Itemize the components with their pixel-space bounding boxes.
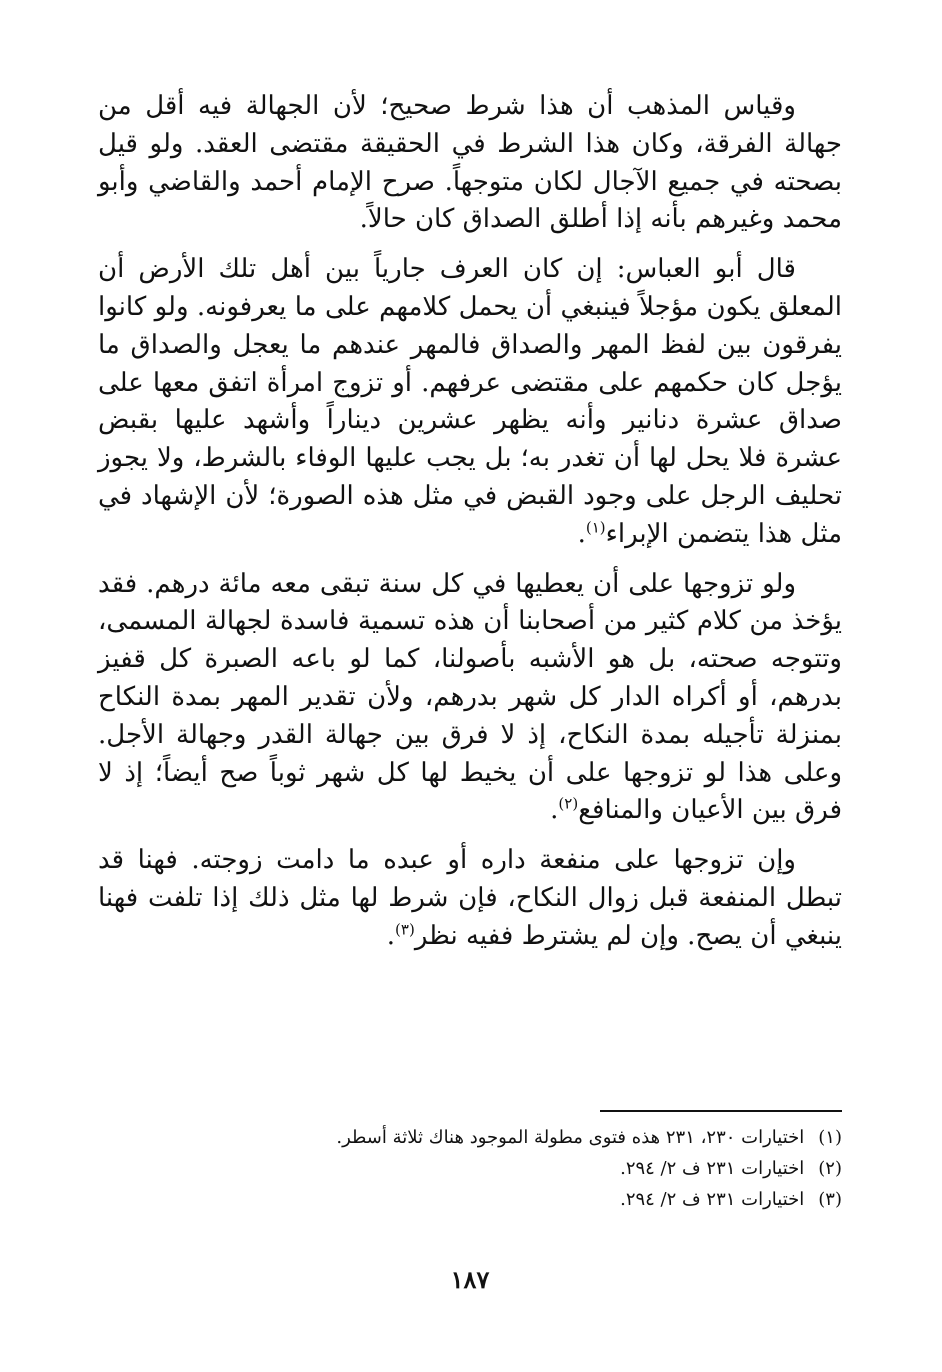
footnote-text: اختيارات ٢٣١ ف ٢/ ٢٩٤. bbox=[620, 1158, 805, 1179]
footnote-ref-3[interactable]: (٣) bbox=[395, 920, 415, 939]
footnote-text: اختيارات ٢٣٠، ٢٣١ هذه فتوى مطولة الموجود هناك ثلاثة أسطر. bbox=[336, 1127, 805, 1148]
footnote-divider bbox=[600, 1110, 842, 1112]
paragraph-text: وإن تزوجها على منفعة داره أو عبده ما دامت زوجته. فهنا قد تبطل المنفعة قبل زوال النكاح، فإن شرط لها مثل ذلك إذا تلفت فهنا ينبغي أن يصح. وإن لم يشترط ففيه نظر bbox=[98, 845, 842, 951]
footnote-number: (٢) bbox=[818, 1158, 842, 1179]
paragraph-2: قال أبو العباس: إن كان العرف جارياً بين أهل تلك الأرض أن المعلق يكون مؤجلاً فينبغي أن يحمل كلامهم على ما يعرفونه. ولو كانوا يفرقون بين لفظ المهر والصداق فالمهر عندهم ما يعجل والصداق ما يؤجل كان حكمهم على مقتضى عرفهم. أو تزوج امرأة اتفق معها على صداق عشرة دنانير وأنه يظهر عشرين ديناراً وأشهد عليها بقبض عشرة فلا يحل لها أن تغدر به؛ بل يجب عليها الوفاء بالشرط، ولا يجوز تحليف الرجل على وجود القبض في مثل هذه الصورة؛ لأن الإشهاد في مثل هذا يتضمن الإبراء$^{(١)}$. bbox=[98, 254, 842, 549]
footnotes bbox=[98, 1122, 842, 1215]
paragraph-text: ولو تزوجها على أن يعطيها في كل سنة تبقى معه مائة درهم. فقد يؤخذ من كلام كثير من أصحابنا أن هذه تسمية فاسدة لجهالة المسمى، وتتوجه صحته، بل هو الأشبه بأصولنا، كما لو باعه الصبرة كل قفيز بدرهم، أو أكراه الدار كل شهر بدرهم، ولأن تقدير المهر بمدة النكاح بمنزلة تأجيله بمدة النكاح، إذ لا فرق بين جهالة القدر وجهالة الأجل. وعلى هذا لو تزوجها على أن يخيط لها كل شهر ثوباً صح أيضاً؛ إذ لا فرق بين الأعيان والمنافع bbox=[98, 568, 842, 826]
footnote-ref-2[interactable]: (٢) bbox=[558, 794, 579, 813]
page-number: ١٨٧ bbox=[450, 1265, 490, 1294]
footnote-2 bbox=[98, 1153, 842, 1184]
footnote-3 bbox=[98, 1184, 842, 1215]
paragraph-3: ولو تزوجها على أن يعطيها في كل سنة تبقى معه مائة درهم. فقد يؤخذ من كلام كثير من أصحابنا أن هذه تسمية فاسدة لجهالة المسمى، وتتوجه صحته، بل هو الأشبه بأصولنا، كما لو باعه الصبرة كل قفيز بدرهم، أو أكراه الدار كل شهر بدرهم، ولأن تقدير المهر بمدة النكاح بمنزلة تأجيله بمدة النكاح، إذ لا فرق بين جهالة القدر وجهالة الأجل. وعلى هذا لو تزوجها على أن يخيط لها كل شهر ثوباً صح أيضاً؛ إذ لا فرق بين الأعيان والمنافع$^{(٢)}$. bbox=[98, 568, 842, 826]
footnote-number: (٣) bbox=[818, 1189, 842, 1210]
paragraph-text: قال أبو العباس: إن كان العرف جارياً بين أهل تلك الأرض أن المعلق يكون مؤجلاً فينبغي أن يحمل كلامهم على ما يعرفونه. ولو كانوا يفرقون بين لفظ المهر والصداق فالمهر عندهم ما يعجل والصداق ما يؤجل كان حكمهم على مقتضى عرفهم. أو تزوج امرأة اتفق معها على صداق عشرة دنانير وأنه يظهر عشرين ديناراً وأشهد عليها بقبض عشرة فلا يحل لها أن تغدر به؛ بل يجب عليها الوفاء بالشرط، ولا يجوز تحليف الرجل على وجود القبض في مثل هذه الصورة؛ لأن الإشهاد في مثل هذا يتضمن الإبراء bbox=[98, 254, 842, 549]
paragraph-text: وقياس المذهب أن هذا شرط صحيح؛ لأن الجهالة فيه أقل من جهالة الفرقة، وكان هذا الشرط في الحقيقة مقتضى العقد. ولو قيل بصحته في جميع الآجال لكان متوجهاً. صرح الإمام أحمد والقاضي وأبو محمد وغيرهم بأنه إذا أطلق الصداق كان حالاً. bbox=[98, 91, 842, 235]
paragraph-1 bbox=[98, 88, 842, 239]
footnote-text: اختيارات ٢٣١ ف ٢/ ٢٩٤. bbox=[620, 1189, 805, 1210]
footnote-number: (١) bbox=[818, 1127, 842, 1148]
paragraph-4: وإن تزوجها على منفعة داره أو عبده ما دامت زوجته. فهنا قد تبطل المنفعة قبل زوال النكاح، فإن شرط لها مثل ذلك إذا تلفت فهنا ينبغي أن يصح. وإن لم يشترط ففيه نظر$^{(٣)}$. bbox=[98, 845, 842, 951]
footnote-1 bbox=[98, 1122, 842, 1153]
footnote-ref-1[interactable]: (١) bbox=[585, 518, 606, 537]
main-text bbox=[98, 88, 842, 956]
book-page bbox=[98, 88, 842, 1328]
